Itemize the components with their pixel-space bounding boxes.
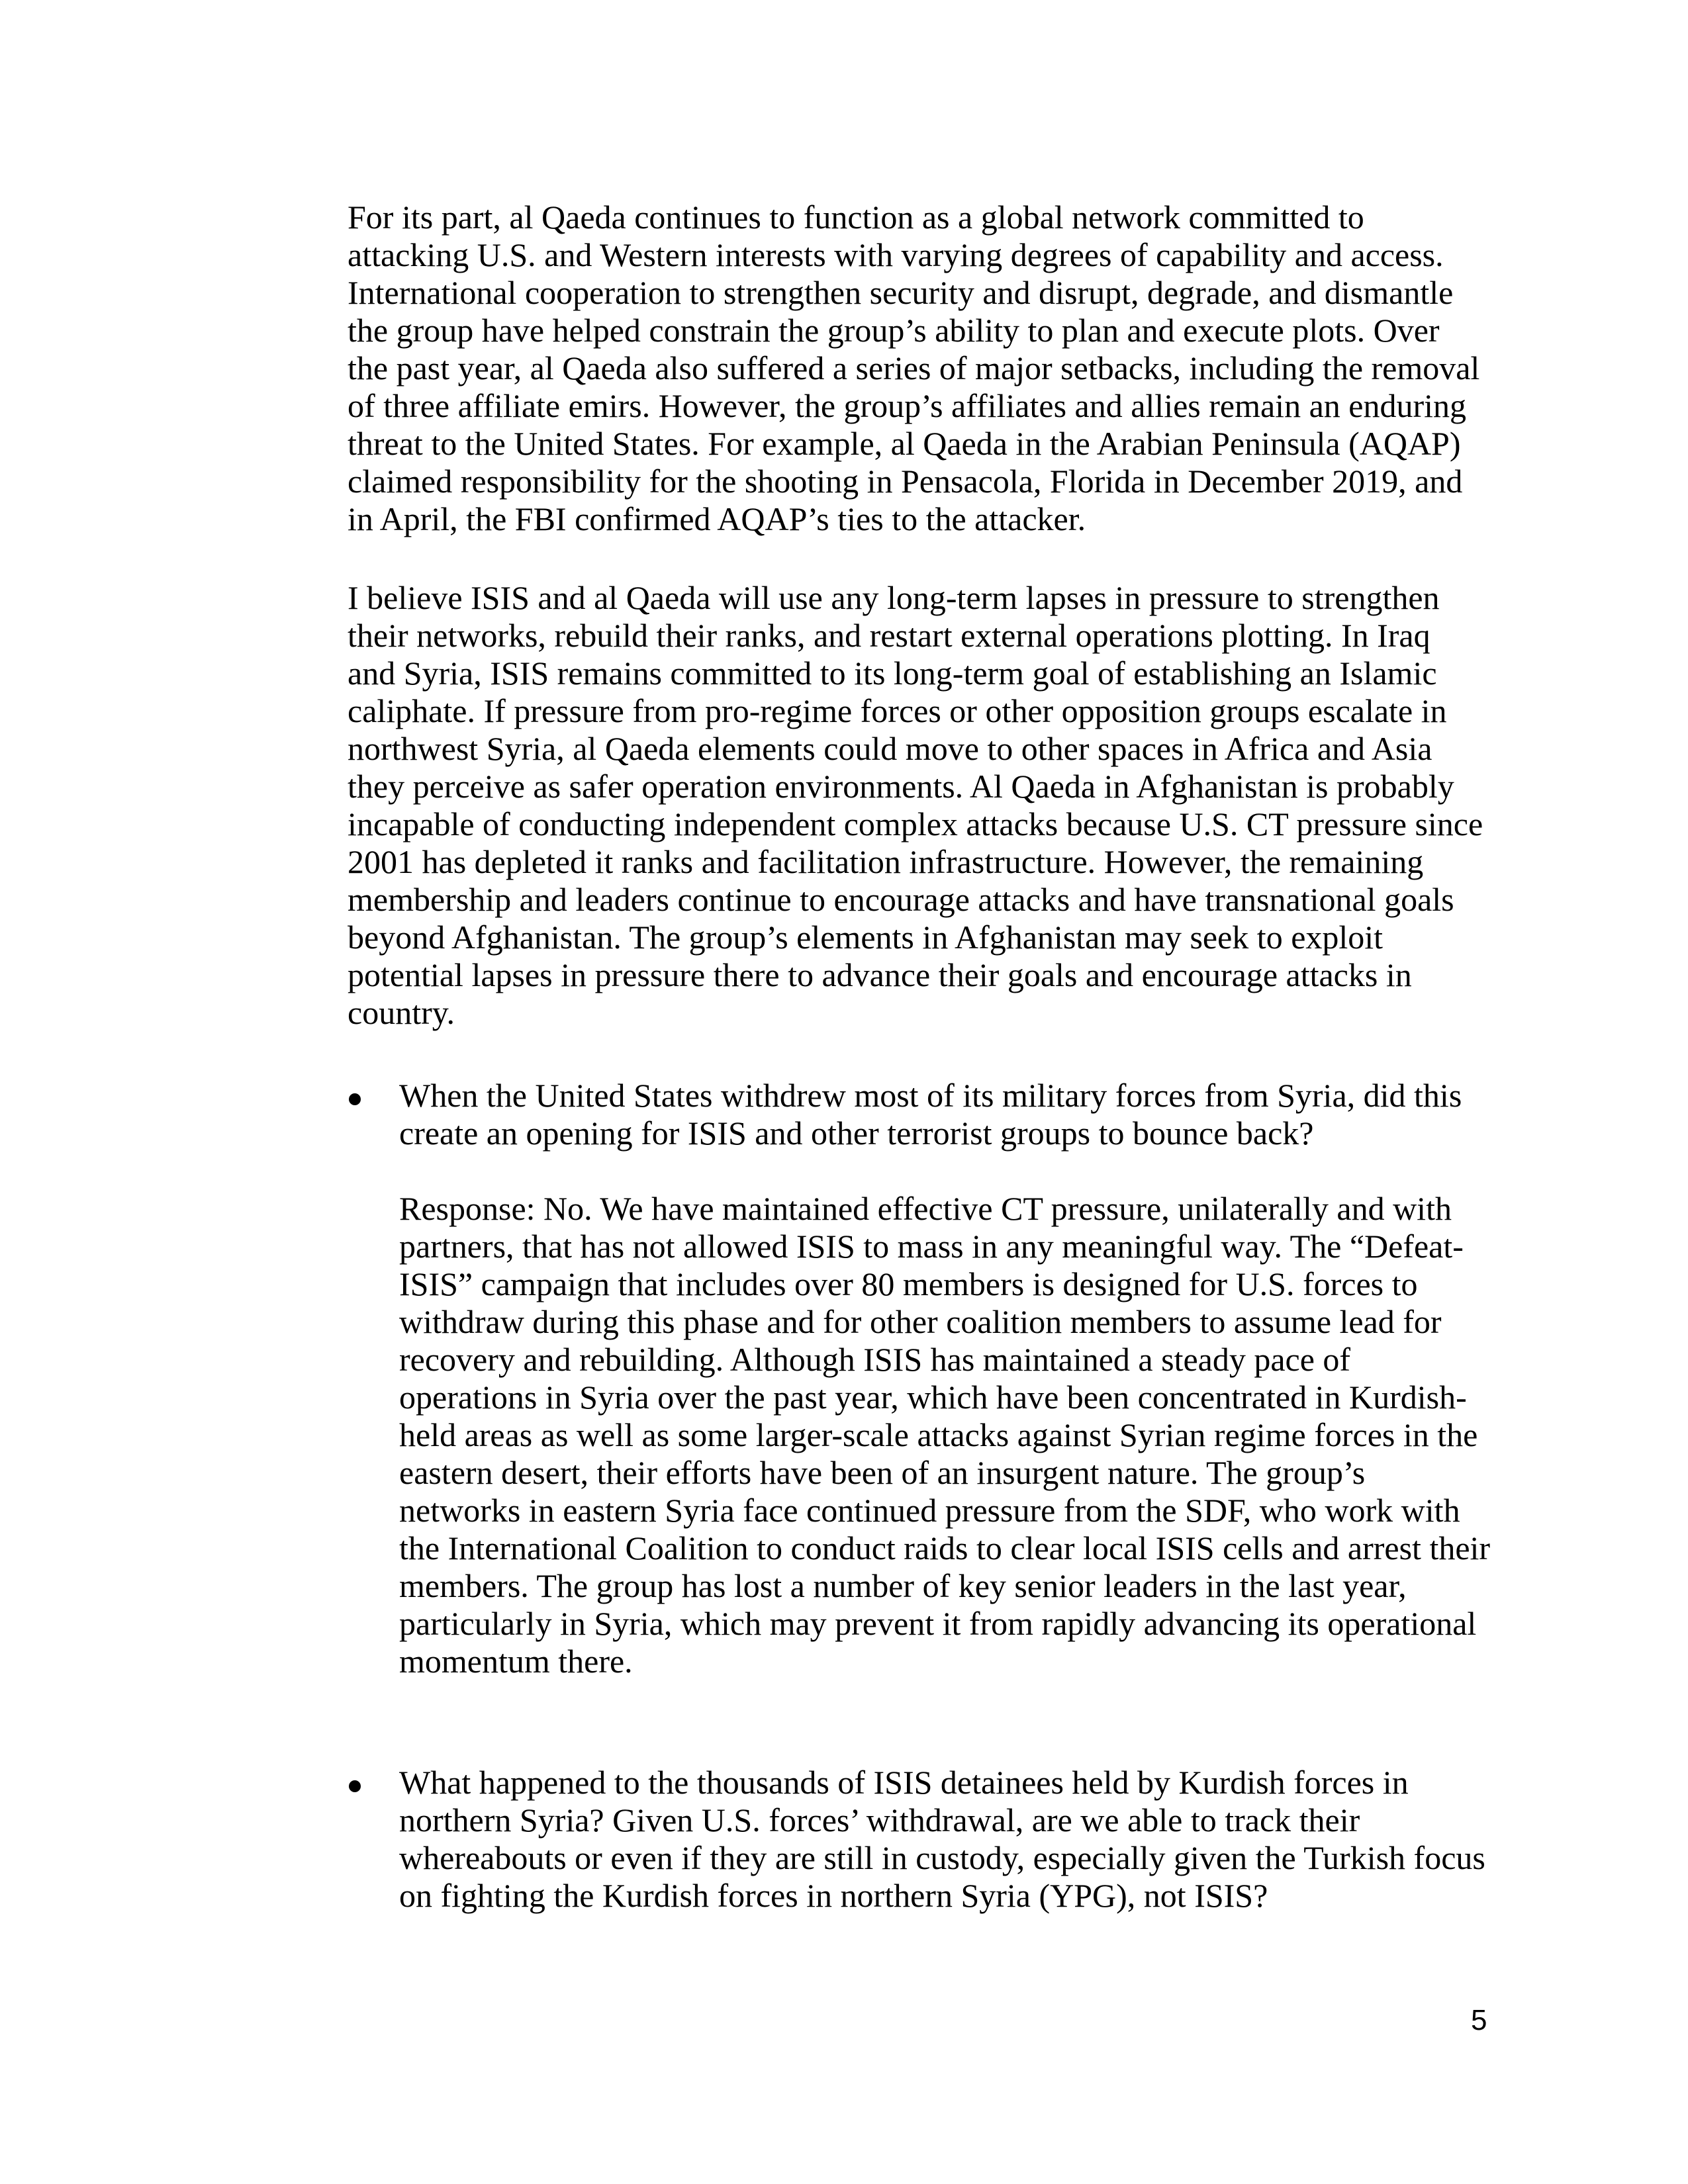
text-line: For its part, al Qaeda continues to function as a global network committed to xyxy=(348,199,1364,236)
text-line: threat to the United States. For example, al Qaeda in the Arabian Peninsula (AQAP) xyxy=(348,425,1461,462)
text-line: I believe ISIS and al Qaeda will use any long-term lapses in pressure to strengthen xyxy=(348,579,1440,616)
bullet-icon xyxy=(349,1093,361,1105)
response-line: momentum there. xyxy=(399,1643,633,1680)
text-line: of three affiliate emirs. However, the group’s affiliates and allies remain an enduring xyxy=(348,387,1466,424)
question-line: What happened to the thousands of ISIS detainees held by Kurdish forces in xyxy=(399,1764,1409,1801)
text-line: potential lapses in pressure there to advance their goals and encourage attacks in xyxy=(348,956,1412,993)
text-line: caliphate. If pressure from pro-regime forces or other opposition groups escalate in xyxy=(348,692,1447,729)
question-line: northern Syria? Given U.S. forces’ withdrawal, are we able to track their xyxy=(399,1801,1360,1839)
bullet-icon xyxy=(349,1780,361,1792)
response-line: members. The group has lost a number of key senior leaders in the last year, xyxy=(399,1567,1407,1604)
response-line: particularly in Syria, which may prevent it from rapidly advancing its operational xyxy=(399,1605,1477,1642)
text-line: in April, the FBI confirmed AQAP’s ties to the attacker. xyxy=(348,500,1086,537)
text-line: and Syria, ISIS remains committed to its long-term goal of establishing an Islamic xyxy=(348,655,1437,692)
text-line: attacking U.S. and Western interests with varying degrees of capability and access. xyxy=(348,236,1444,273)
response-line: partners, that has not allowed ISIS to mass in any meaningful way. The “Defeat- xyxy=(399,1228,1464,1265)
page-number: 5 xyxy=(1471,2004,1487,2036)
text-line: claimed responsibility for the shooting in Pensacola, Florida in December 2019, and xyxy=(348,463,1463,500)
text-line: beyond Afghanistan. The group’s elements in Afghanistan may seek to exploit xyxy=(348,919,1383,956)
response-line: eastern desert, their efforts have been of an insurgent nature. The group’s xyxy=(399,1454,1366,1491)
question-line: on fighting the Kurdish forces in northern Syria (YPG), not ISIS? xyxy=(399,1877,1268,1914)
question-line: create an opening for ISIS and other terrorist groups to bounce back? xyxy=(399,1115,1314,1152)
response-line: withdraw during this phase and for other coalition members to assume lead for xyxy=(399,1303,1442,1340)
response-line: networks in eastern Syria face continued pressure from the SDF, who work with xyxy=(399,1492,1460,1529)
text-line: incapable of conducting independent complex attacks because U.S. CT pressure since xyxy=(348,805,1483,842)
text-line: country. xyxy=(348,994,455,1031)
text-line: the past year, al Qaeda also suffered a series of major setbacks, including the removal xyxy=(348,349,1480,387)
question-line: whereabouts or even if they are still in custody, especially given the Turkish focus xyxy=(399,1839,1485,1876)
text-line: they perceive as safer operation environments. Al Qaeda in Afghanistan is probably xyxy=(348,768,1454,805)
response-line: held areas as well as some larger-scale attacks against Syrian regime forces in the xyxy=(399,1416,1478,1453)
response-line: recovery and rebuilding. Although ISIS has maintained a steady pace of xyxy=(399,1341,1351,1378)
text-line: northwest Syria, al Qaeda elements could move to other spaces in Africa and Asia xyxy=(348,730,1432,767)
response-line: ISIS” campaign that includes over 80 members is designed for U.S. forces to xyxy=(399,1265,1418,1302)
text-line: International cooperation to strengthen security and disrupt, degrade, and dismantle xyxy=(348,274,1454,311)
text-line: the group have helped constrain the group’s ability to plan and execute plots. Over xyxy=(348,312,1440,349)
text-line: 2001 has depleted it ranks and facilitation infrastructure. However, the remaining xyxy=(348,843,1424,880)
response-line: the International Coalition to conduct raids to clear local ISIS cells and arrest their xyxy=(399,1529,1491,1567)
text-line: membership and leaders continue to encourage attacks and have transnational goals xyxy=(348,881,1454,918)
response-line: operations in Syria over the past year, which have been concentrated in Kurdish- xyxy=(399,1379,1467,1416)
question-line: When the United States withdrew most of its military forces from Syria, did this xyxy=(399,1077,1462,1114)
response-line: Response: No. We have maintained effective CT pressure, unilaterally and with xyxy=(399,1190,1452,1227)
text-line: their networks, rebuild their ranks, and restart external operations plotting. In Iraq xyxy=(348,617,1430,654)
